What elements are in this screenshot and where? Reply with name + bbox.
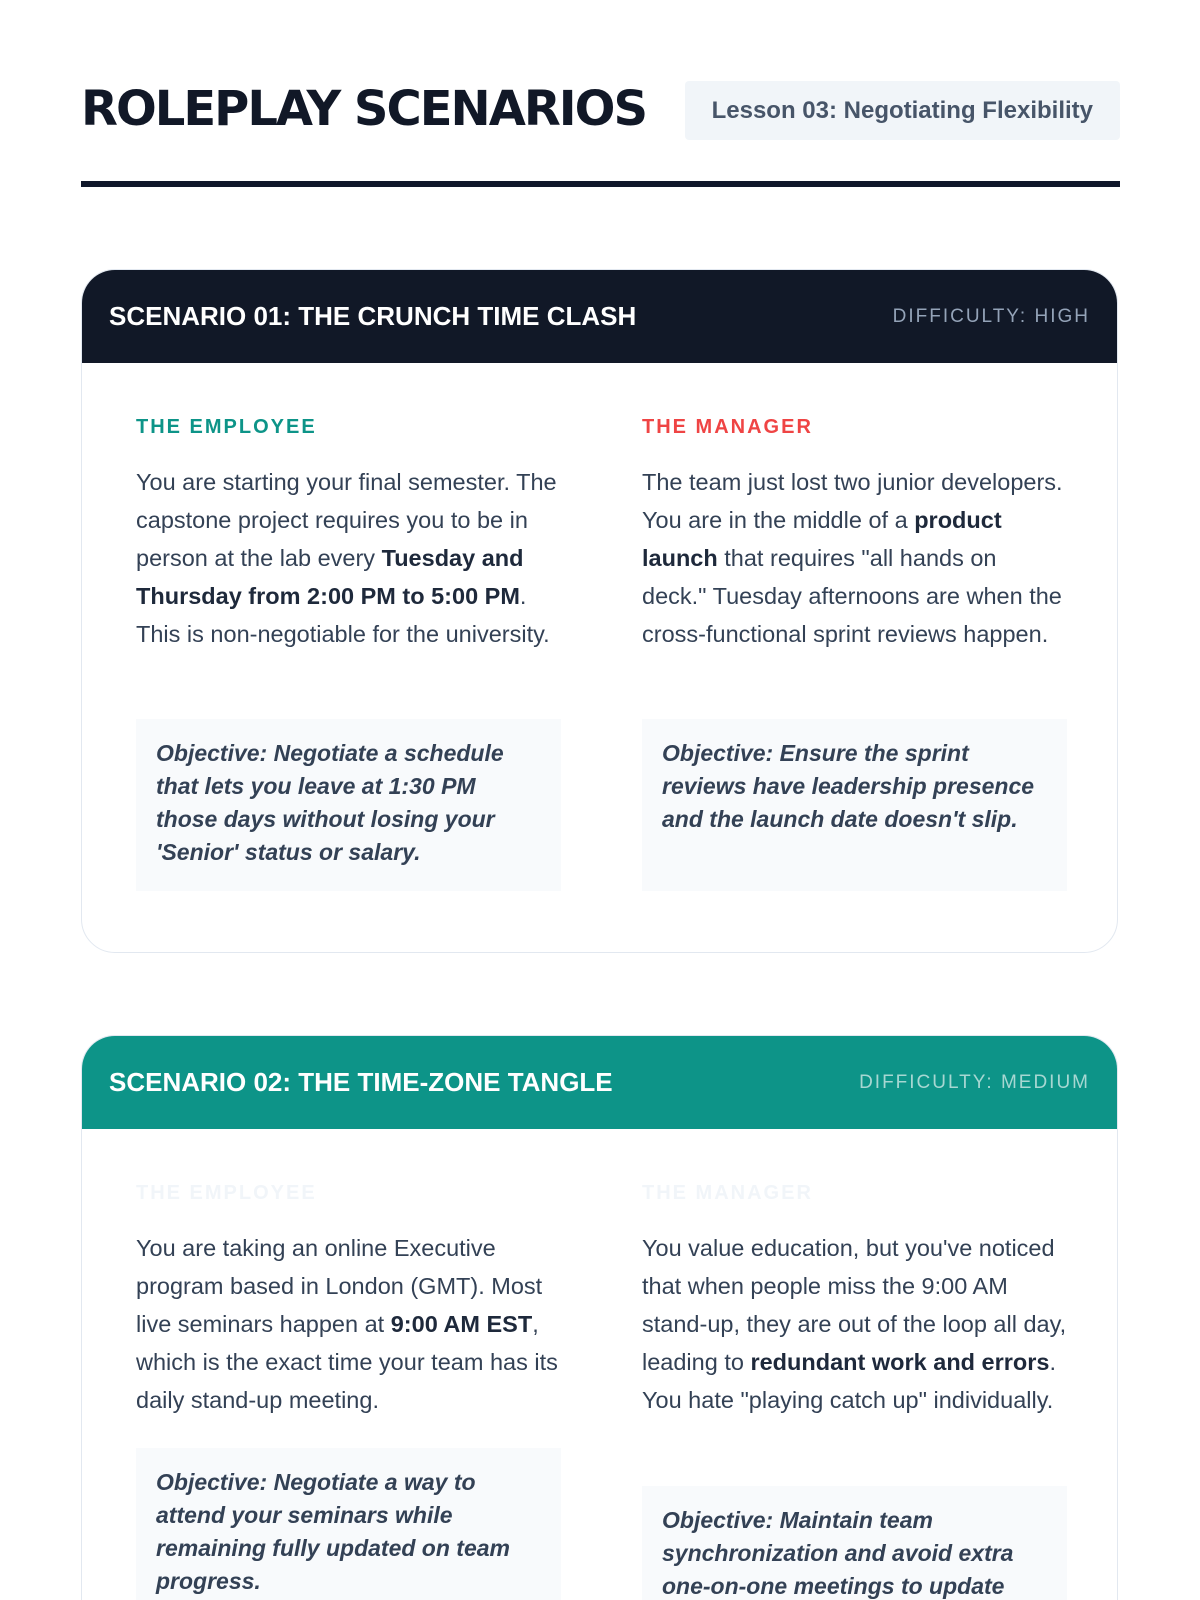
employee-emphasis: Tuesday and Thursday from 2:00 PM to 5:00 PM [136,545,524,609]
manager-objective: Objective: Ensure the sprint reviews have leadership presence and the launch date doesn't slip. [642,719,1067,891]
page-title: ROLEPLAY SCENARIOS [81,81,647,137]
employee-role-label: THE EMPLOYEE [136,1182,317,1204]
page [81,0,1120,1599]
employee-objective: Objective: Negotiate a schedule that lets you leave at 1:30 PM those days without losing your 'Senior' status or salary. [136,719,561,891]
employee-role-label: THE EMPLOYEE [136,416,317,438]
manager-emphasis: product launch [642,507,1002,571]
manager-emphasis: redundant work and errors [750,1349,1050,1375]
header-divider [81,181,1120,187]
employee-description: You are starting your final semester. The capstone project requires you to be in person at the lab every Tuesday and Thursday from 2:00 PM to 5:00 PM. This is non-negotiable for the university. [136,469,557,647]
scenario-title: SCENARIO 01: THE CRUNCH TIME CLASH [109,301,637,331]
scenario-header [82,1036,1117,1129]
manager-description: The team just lost two junior developers. You are in the middle of a product launch that requires "all hands on deck." Tuesday afternoons are when the cross-functional sprint reviews happen. [642,469,1063,647]
lesson-badge: Lesson 03: Negotiating Flexibility [685,81,1120,140]
employee-objective: Objective: Negotiate a way to attend your seminars while remaining fully updated on team progress. [136,1448,561,1600]
difficulty-label: DIFFICULTY: MEDIUM [859,1071,1090,1093]
manager-description: You value education, but you've noticed that when people miss the 9:00 AM stand-up, they are out of the loop all day, leading to redundant work and errors. You hate "playing catch up" individually. [642,1235,1067,1413]
manager-role-label: THE MANAGER [642,416,813,438]
employee-emphasis: 9:00 AM EST [390,1311,533,1337]
scenario-card-2 [81,1035,1118,1600]
manager-role-label: THE MANAGER [642,1182,813,1204]
scenario-card-1 [81,269,1118,953]
scenario-header [82,270,1117,363]
employee-description: You are taking an online Executive program based in London (GMT). Most live seminars happen at 9:00 AM EST, which is the exact time your team has its daily stand-up meeting. [136,1235,558,1413]
page-header [81,0,1120,188]
difficulty-label: DIFFICULTY: HIGH [892,305,1090,327]
scenario-title: SCENARIO 02: THE TIME-ZONE TANGLE [109,1067,613,1097]
manager-objective: Objective: Maintain team synchronization and avoid extra one-on-one meetings to update [642,1486,1067,1600]
